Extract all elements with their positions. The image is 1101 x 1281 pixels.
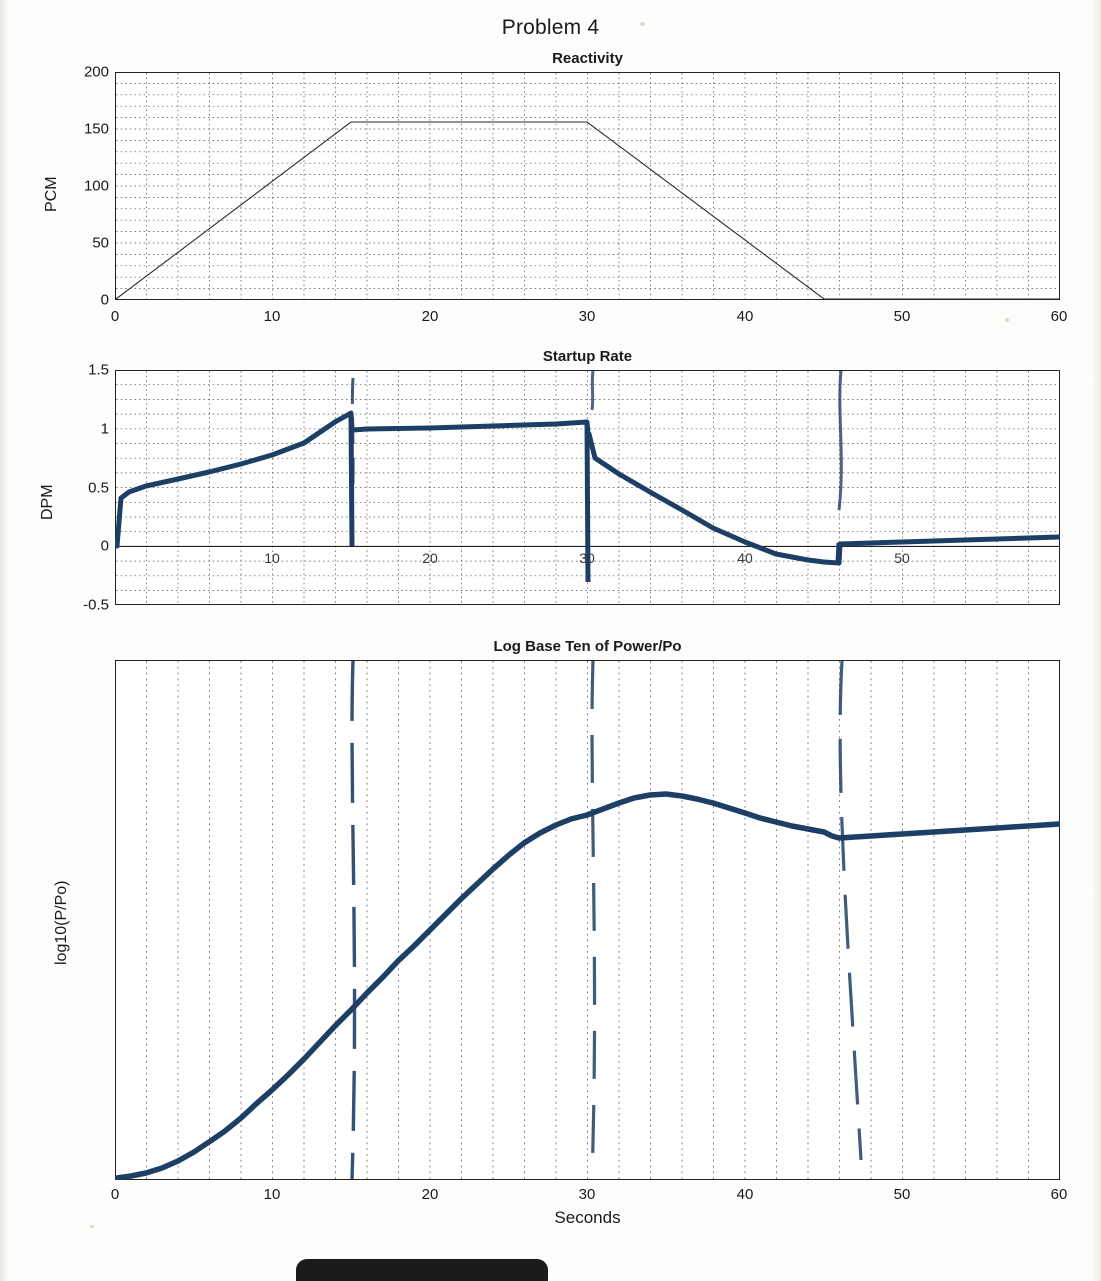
- log-power-plot-svg: [115, 660, 1060, 1180]
- ytick-startup-1.5: 1.5: [88, 361, 109, 379]
- xtick-reactivity-40: 40: [736, 308, 754, 325]
- scan-artifact-30s: [592, 371, 593, 410]
- xtick-reactivity-10: 10: [263, 308, 281, 325]
- paper-speck: [90, 1225, 94, 1228]
- ylabel-reactivity: PCM: [43, 176, 60, 212]
- paper-speck: [1005, 318, 1009, 322]
- xtick-log-10: 10: [263, 1186, 281, 1203]
- ytick-startup--0.5: -0.5: [83, 596, 109, 614]
- xtick-reactivity-30: 30: [578, 308, 596, 325]
- scan-bottom-bar: [296, 1259, 548, 1281]
- scan-streak-15s: [352, 661, 355, 1179]
- xtick-startup-10: 10: [264, 550, 280, 566]
- xtick-log-60: 60: [1050, 1186, 1068, 1203]
- spike-45s-startup-rate: [838, 543, 839, 563]
- xtick-log-50: 50: [893, 1186, 911, 1203]
- scan-streak-45s: [840, 661, 861, 1160]
- xtick-reactivity-20: 20: [421, 308, 439, 325]
- ytick-reactivity-0: 0: [100, 291, 109, 309]
- xtick-reactivity-0: 0: [110, 308, 120, 325]
- scan-edge-left: [0, 0, 8, 1281]
- grid-vertical-reactivity: [147, 73, 1029, 299]
- xtick-log-0: 0: [110, 1186, 120, 1203]
- ytick-reactivity-100: 100: [83, 177, 109, 195]
- series-log-power: [117, 794, 1059, 1178]
- xtick-log-40: 40: [736, 1186, 754, 1203]
- ytick-reactivity-150: 150: [83, 120, 109, 138]
- xtick-startup-50: 50: [894, 550, 910, 566]
- xtick-startup-20: 20: [422, 550, 438, 566]
- startup-rate-plot-svg: [115, 370, 1060, 605]
- ytick-startup-1: 1: [100, 420, 109, 438]
- xtick-reactivity-50: 50: [893, 308, 911, 325]
- scan-artifact-45s: [839, 371, 841, 510]
- reactivity-plot-svg: [115, 72, 1060, 300]
- xtick-startup-30: 30: [579, 550, 595, 566]
- panel-title-startup-rate: Startup Rate: [542, 348, 633, 365]
- ylabel-log-power: log10(P/Po): [53, 880, 70, 965]
- scan-edge-right: [1091, 0, 1101, 1281]
- ylabel-startup-rate: DPM: [39, 484, 56, 520]
- panel-title-reactivity: Reactivity: [552, 50, 623, 67]
- panel-log-power: [53, 638, 1068, 1227]
- paper-speck: [640, 22, 645, 26]
- xaxis-title: Seconds: [554, 1208, 621, 1227]
- figure-title: Problem 4: [501, 16, 600, 39]
- ytick-startup-0.5: 0.5: [88, 479, 109, 497]
- panel-startup-rate: [39, 348, 1060, 614]
- ytick-reactivity-200: 200: [83, 63, 109, 81]
- ytick-startup-0: 0: [100, 537, 109, 555]
- xtick-log-30: 30: [578, 1186, 596, 1203]
- xtick-startup-40: 40: [737, 550, 753, 566]
- grid-vertical-log-power: [147, 661, 1029, 1179]
- ytick-reactivity-50: 50: [92, 234, 109, 252]
- panel-reactivity: [43, 50, 1068, 325]
- scan-streak-30s: [592, 661, 595, 1179]
- series-reactivity: [116, 122, 1059, 299]
- panel-title-log-power: Log Base Ten of Power/Po: [493, 638, 682, 655]
- xtick-reactivity-60: 60: [1050, 308, 1068, 325]
- xtick-log-20: 20: [421, 1186, 439, 1203]
